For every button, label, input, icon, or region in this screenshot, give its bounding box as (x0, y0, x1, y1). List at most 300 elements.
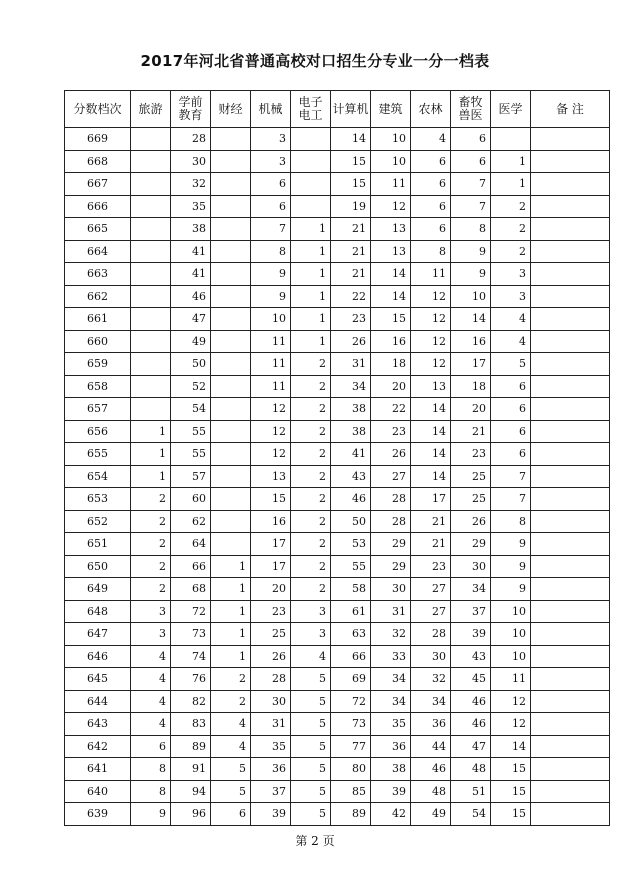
count-cell: 37 (251, 780, 291, 803)
table-row (65, 713, 610, 736)
count-cell (291, 150, 331, 173)
count-cell: 10 (491, 645, 531, 668)
count-cell: 5 (291, 803, 331, 826)
count-cell: 3 (291, 600, 331, 623)
count-cell: 54 (171, 398, 211, 421)
count-cell: 28 (411, 623, 451, 646)
count-cell: 82 (171, 690, 211, 713)
count-cell (531, 623, 610, 646)
count-cell: 10 (491, 600, 531, 623)
count-cell: 6 (411, 195, 451, 218)
count-cell: 38 (171, 218, 211, 241)
count-cell: 6 (131, 735, 171, 758)
count-cell: 4 (291, 645, 331, 668)
table-body (65, 128, 610, 826)
count-cell: 2 (491, 218, 531, 241)
count-cell: 1 (491, 150, 531, 173)
count-cell: 20 (371, 375, 411, 398)
score-cell: 669 (65, 128, 131, 151)
count-cell: 20 (451, 398, 491, 421)
count-cell (531, 353, 610, 376)
count-cell: 30 (171, 150, 211, 173)
count-cell (131, 195, 171, 218)
count-cell: 54 (451, 803, 491, 826)
count-cell: 3 (251, 150, 291, 173)
count-cell: 17 (451, 353, 491, 376)
count-cell: 4 (131, 690, 171, 713)
count-cell: 2 (291, 420, 331, 443)
count-cell: 7 (451, 195, 491, 218)
count-cell (531, 735, 610, 758)
score-cell: 645 (65, 668, 131, 691)
count-cell: 14 (411, 465, 451, 488)
count-cell: 66 (171, 555, 211, 578)
count-cell: 68 (171, 578, 211, 601)
column-header: 机械 (251, 91, 291, 128)
score-cell: 652 (65, 510, 131, 533)
count-cell (131, 353, 171, 376)
count-cell (531, 465, 610, 488)
count-cell (211, 465, 251, 488)
count-cell (131, 128, 171, 151)
count-cell: 11 (251, 375, 291, 398)
count-cell: 2 (291, 398, 331, 421)
count-cell: 49 (171, 330, 211, 353)
score-cell: 656 (65, 420, 131, 443)
table-row (65, 195, 610, 218)
count-cell: 8 (491, 510, 531, 533)
count-cell: 16 (451, 330, 491, 353)
count-cell: 14 (411, 443, 451, 466)
count-cell: 10 (491, 623, 531, 646)
count-cell: 12 (411, 285, 451, 308)
count-cell (531, 420, 610, 443)
count-cell: 1 (211, 623, 251, 646)
count-cell: 27 (411, 578, 451, 601)
count-cell: 23 (251, 600, 291, 623)
count-cell: 1 (291, 218, 331, 241)
count-cell: 50 (331, 510, 371, 533)
score-cell: 651 (65, 533, 131, 556)
count-cell: 10 (371, 128, 411, 151)
count-cell (531, 218, 610, 241)
count-cell: 34 (371, 690, 411, 713)
count-cell: 63 (331, 623, 371, 646)
count-cell (531, 668, 610, 691)
table-row (65, 218, 610, 241)
count-cell: 1 (491, 173, 531, 196)
count-cell: 11 (371, 173, 411, 196)
count-cell (531, 240, 610, 263)
count-cell: 55 (171, 443, 211, 466)
count-cell: 38 (371, 758, 411, 781)
count-cell: 26 (331, 330, 371, 353)
column-header: 财经 (211, 91, 251, 128)
score-cell: 664 (65, 240, 131, 263)
score-cell: 654 (65, 465, 131, 488)
count-cell (211, 173, 251, 196)
count-cell (531, 375, 610, 398)
count-cell: 21 (331, 218, 371, 241)
count-cell: 96 (171, 803, 211, 826)
count-cell (531, 533, 610, 556)
count-cell: 39 (451, 623, 491, 646)
count-cell: 58 (331, 578, 371, 601)
count-cell (291, 195, 331, 218)
count-cell: 39 (251, 803, 291, 826)
count-cell: 31 (371, 600, 411, 623)
count-cell (531, 555, 610, 578)
count-cell: 13 (411, 375, 451, 398)
score-cell: 641 (65, 758, 131, 781)
count-cell: 2 (211, 690, 251, 713)
count-cell: 15 (251, 488, 291, 511)
count-cell (531, 510, 610, 533)
count-cell: 14 (411, 398, 451, 421)
score-cell: 644 (65, 690, 131, 713)
count-cell (211, 263, 251, 286)
count-cell: 1 (131, 443, 171, 466)
count-cell (211, 420, 251, 443)
count-cell: 3 (251, 128, 291, 151)
count-cell: 8 (451, 218, 491, 241)
count-cell: 33 (371, 645, 411, 668)
page-title: 2017年河北省普通高校对口招生分专业一分一档表 (140, 52, 490, 70)
count-cell: 36 (411, 713, 451, 736)
count-cell: 2 (291, 555, 331, 578)
count-cell: 3 (131, 600, 171, 623)
count-cell: 10 (371, 150, 411, 173)
count-cell: 48 (411, 780, 451, 803)
count-cell: 48 (451, 758, 491, 781)
count-cell: 30 (251, 690, 291, 713)
count-cell: 76 (171, 668, 211, 691)
count-cell: 26 (251, 645, 291, 668)
count-cell (531, 488, 610, 511)
count-cell: 1 (211, 645, 251, 668)
count-cell (531, 758, 610, 781)
score-cell: 658 (65, 375, 131, 398)
count-cell: 6 (491, 420, 531, 443)
table-row (65, 150, 610, 173)
count-cell: 9 (251, 263, 291, 286)
count-cell: 8 (131, 758, 171, 781)
count-cell: 41 (171, 263, 211, 286)
count-cell: 5 (211, 758, 251, 781)
score-cell: 649 (65, 578, 131, 601)
count-cell: 29 (451, 533, 491, 556)
count-cell: 8 (131, 780, 171, 803)
count-cell: 72 (171, 600, 211, 623)
count-cell (211, 353, 251, 376)
count-cell: 6 (411, 218, 451, 241)
count-cell: 2 (211, 668, 251, 691)
count-cell: 11 (491, 668, 531, 691)
count-cell (531, 803, 610, 826)
score-cell: 643 (65, 713, 131, 736)
count-cell: 69 (331, 668, 371, 691)
count-cell: 21 (411, 510, 451, 533)
count-cell: 47 (451, 735, 491, 758)
count-cell: 1 (291, 263, 331, 286)
count-cell: 15 (331, 173, 371, 196)
count-cell: 77 (331, 735, 371, 758)
count-cell: 2 (131, 555, 171, 578)
count-cell (531, 398, 610, 421)
count-cell: 64 (171, 533, 211, 556)
table-row (65, 420, 610, 443)
count-cell: 13 (371, 240, 411, 263)
count-cell: 18 (371, 353, 411, 376)
count-cell: 32 (371, 623, 411, 646)
count-cell (531, 173, 610, 196)
count-cell: 23 (411, 555, 451, 578)
count-cell: 1 (291, 240, 331, 263)
count-cell: 4 (211, 735, 251, 758)
count-cell: 1 (291, 330, 331, 353)
count-cell: 12 (491, 690, 531, 713)
header-row (65, 91, 610, 128)
count-cell: 7 (451, 173, 491, 196)
column-header: 建筑 (371, 91, 411, 128)
score-cell: 667 (65, 173, 131, 196)
page-number: 第 2 页 (295, 834, 335, 848)
table-row (65, 780, 610, 803)
count-cell: 14 (371, 263, 411, 286)
count-cell: 15 (491, 758, 531, 781)
count-cell: 5 (491, 353, 531, 376)
column-header: 电子 电工 (291, 91, 331, 128)
count-cell: 2 (491, 240, 531, 263)
count-cell: 1 (211, 578, 251, 601)
count-cell: 21 (331, 240, 371, 263)
count-cell: 3 (491, 285, 531, 308)
count-cell: 45 (451, 668, 491, 691)
score-cell: 662 (65, 285, 131, 308)
table-row (65, 330, 610, 353)
count-cell: 36 (251, 758, 291, 781)
score-cell: 653 (65, 488, 131, 511)
count-cell: 25 (251, 623, 291, 646)
count-cell (131, 150, 171, 173)
score-cell: 640 (65, 780, 131, 803)
count-cell: 4 (411, 128, 451, 151)
count-cell: 2 (131, 488, 171, 511)
count-cell: 15 (491, 803, 531, 826)
count-cell: 12 (411, 353, 451, 376)
count-cell: 2 (291, 465, 331, 488)
count-cell: 74 (171, 645, 211, 668)
count-cell (211, 488, 251, 511)
count-cell: 2 (291, 488, 331, 511)
count-cell (211, 533, 251, 556)
count-cell (211, 240, 251, 263)
count-cell: 2 (291, 510, 331, 533)
count-cell: 1 (291, 285, 331, 308)
count-cell: 2 (291, 443, 331, 466)
count-cell (531, 330, 610, 353)
count-cell (131, 240, 171, 263)
score-cell: 647 (65, 623, 131, 646)
count-cell: 41 (331, 443, 371, 466)
count-cell: 17 (251, 555, 291, 578)
count-cell: 26 (371, 443, 411, 466)
count-cell: 7 (491, 488, 531, 511)
column-header: 医学 (491, 91, 531, 128)
count-cell: 6 (491, 443, 531, 466)
count-cell: 80 (331, 758, 371, 781)
count-cell: 51 (451, 780, 491, 803)
count-cell: 23 (371, 420, 411, 443)
table-row (65, 690, 610, 713)
count-cell: 7 (251, 218, 291, 241)
score-cell: 642 (65, 735, 131, 758)
score-cell: 657 (65, 398, 131, 421)
count-cell (131, 308, 171, 331)
count-cell (531, 645, 610, 668)
count-cell: 89 (171, 735, 211, 758)
count-cell: 44 (411, 735, 451, 758)
count-cell: 31 (251, 713, 291, 736)
count-cell (531, 150, 610, 173)
count-cell: 3 (131, 623, 171, 646)
count-cell (531, 713, 610, 736)
count-cell: 2 (291, 353, 331, 376)
table-row (65, 803, 610, 826)
count-cell: 12 (371, 195, 411, 218)
count-cell: 12 (411, 308, 451, 331)
count-cell: 1 (211, 600, 251, 623)
table-row (65, 510, 610, 533)
count-cell (531, 690, 610, 713)
count-cell: 38 (331, 420, 371, 443)
column-header: 旅游 (131, 91, 171, 128)
table-row (65, 173, 610, 196)
count-cell (211, 398, 251, 421)
column-header: 备 注 (531, 91, 610, 128)
column-header: 计算机 (331, 91, 371, 128)
table-row (65, 285, 610, 308)
table-row (65, 578, 610, 601)
count-cell: 23 (331, 308, 371, 331)
count-cell: 36 (371, 735, 411, 758)
count-cell: 27 (411, 600, 451, 623)
count-cell: 15 (491, 780, 531, 803)
count-cell: 21 (331, 263, 371, 286)
count-cell: 18 (451, 375, 491, 398)
count-cell: 66 (331, 645, 371, 668)
score-cell: 655 (65, 443, 131, 466)
count-cell: 83 (171, 713, 211, 736)
count-cell: 46 (331, 488, 371, 511)
count-cell (491, 128, 531, 151)
score-cell: 646 (65, 645, 131, 668)
count-cell: 62 (171, 510, 211, 533)
count-cell: 4 (131, 713, 171, 736)
count-cell: 4 (491, 330, 531, 353)
count-cell: 35 (171, 195, 211, 218)
table-row (65, 308, 610, 331)
count-cell: 9 (491, 555, 531, 578)
count-cell: 39 (371, 780, 411, 803)
count-cell: 4 (131, 645, 171, 668)
count-cell: 5 (291, 780, 331, 803)
count-cell: 28 (251, 668, 291, 691)
count-cell: 14 (411, 420, 451, 443)
count-cell: 4 (131, 668, 171, 691)
count-cell: 11 (251, 353, 291, 376)
count-cell: 37 (451, 600, 491, 623)
count-cell: 6 (451, 128, 491, 151)
count-cell: 22 (331, 285, 371, 308)
count-cell: 30 (451, 555, 491, 578)
count-cell: 28 (371, 510, 411, 533)
count-cell: 73 (171, 623, 211, 646)
count-cell: 20 (251, 578, 291, 601)
score-cell: 660 (65, 330, 131, 353)
count-cell: 9 (451, 263, 491, 286)
count-cell: 21 (411, 533, 451, 556)
count-cell: 2 (291, 375, 331, 398)
count-cell (211, 375, 251, 398)
count-cell (211, 510, 251, 533)
score-cell: 668 (65, 150, 131, 173)
count-cell: 38 (331, 398, 371, 421)
count-cell: 1 (131, 420, 171, 443)
count-cell: 34 (331, 375, 371, 398)
count-cell: 5 (291, 690, 331, 713)
table-row (65, 645, 610, 668)
count-cell: 9 (131, 803, 171, 826)
column-header: 学前 教育 (171, 91, 211, 128)
table-row (65, 555, 610, 578)
count-cell: 43 (331, 465, 371, 488)
count-cell: 22 (371, 398, 411, 421)
count-cell (531, 600, 610, 623)
column-header: 农林 (411, 91, 451, 128)
count-cell: 6 (451, 150, 491, 173)
count-cell: 3 (291, 623, 331, 646)
count-cell: 2 (291, 578, 331, 601)
table-row (65, 735, 610, 758)
count-cell: 34 (371, 668, 411, 691)
count-cell: 10 (251, 308, 291, 331)
count-cell: 5 (291, 668, 331, 691)
count-cell: 14 (451, 308, 491, 331)
count-cell: 91 (171, 758, 211, 781)
count-cell: 4 (211, 713, 251, 736)
count-cell: 41 (171, 240, 211, 263)
count-cell: 1 (211, 555, 251, 578)
count-cell (531, 578, 610, 601)
table-row (65, 443, 610, 466)
count-cell: 35 (251, 735, 291, 758)
count-cell: 5 (291, 758, 331, 781)
count-cell (211, 330, 251, 353)
count-cell: 12 (251, 398, 291, 421)
count-cell: 60 (171, 488, 211, 511)
count-cell: 34 (411, 690, 451, 713)
count-cell (531, 308, 610, 331)
count-cell: 55 (331, 555, 371, 578)
count-cell: 12 (491, 713, 531, 736)
score-cell: 650 (65, 555, 131, 578)
score-cell: 661 (65, 308, 131, 331)
count-cell (531, 780, 610, 803)
table-row (65, 488, 610, 511)
count-cell: 21 (451, 420, 491, 443)
count-cell: 55 (171, 420, 211, 443)
